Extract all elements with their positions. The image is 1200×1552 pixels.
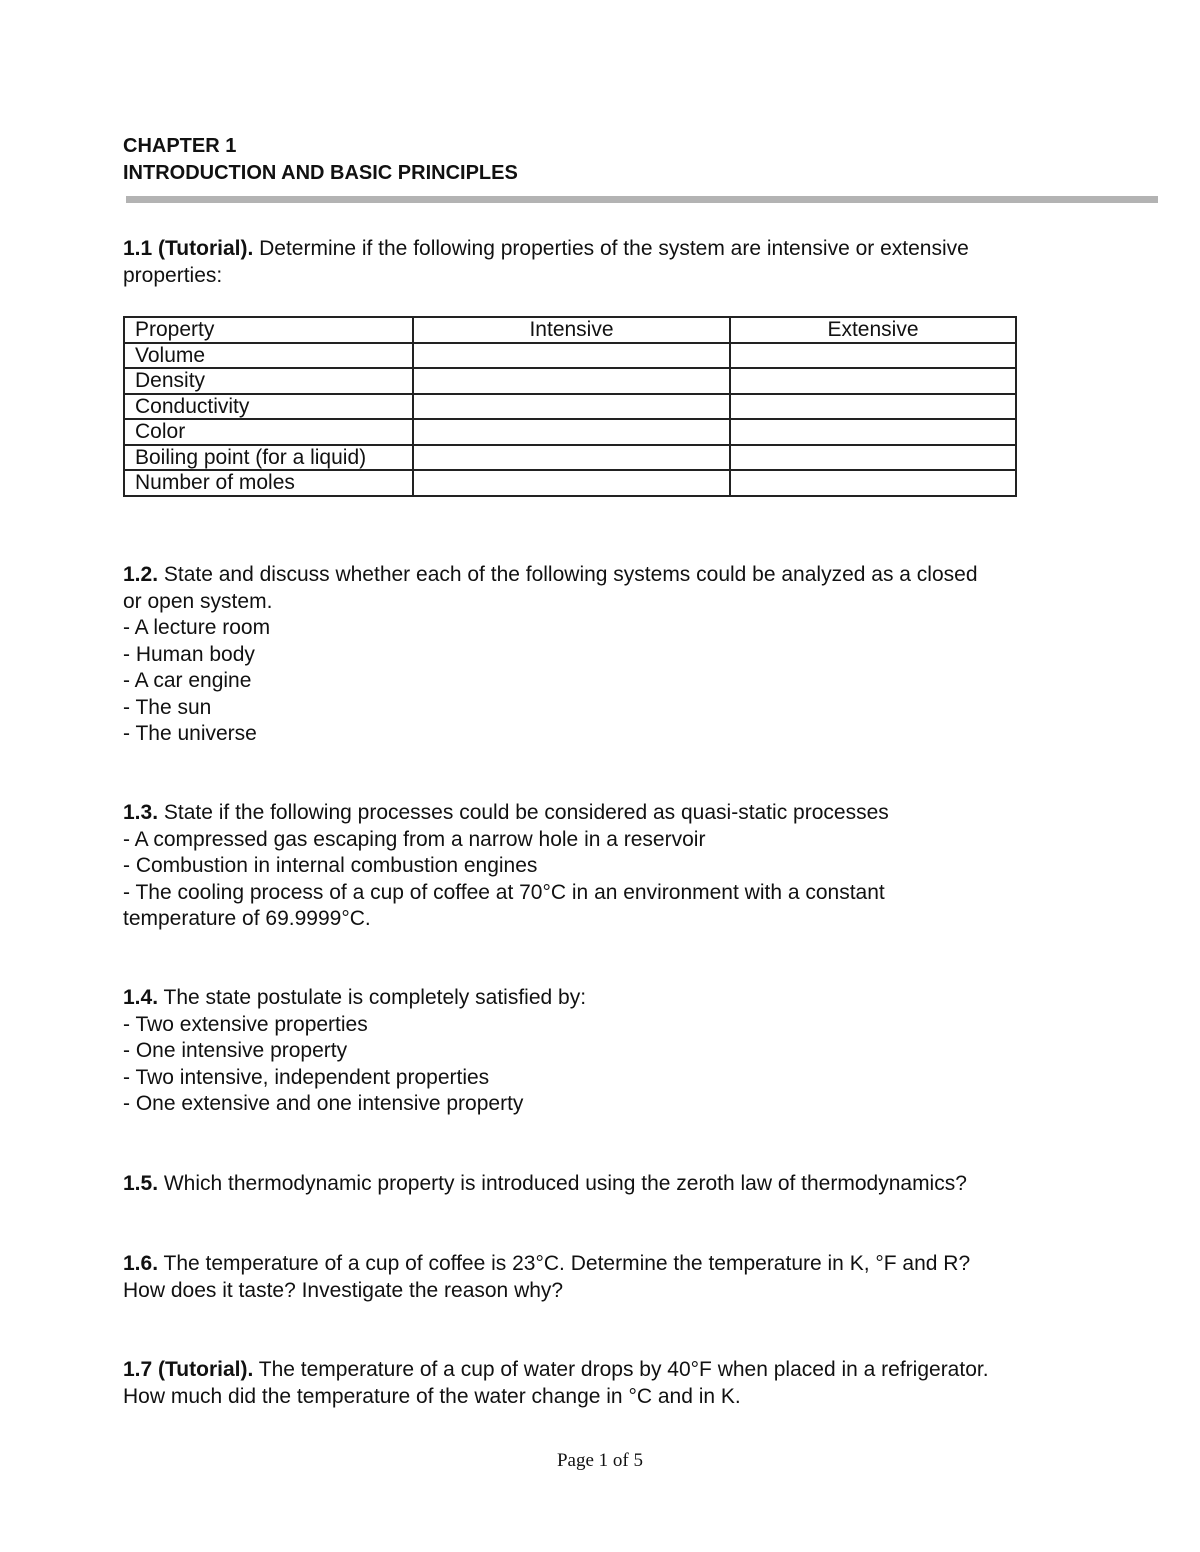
table-row bbox=[124, 419, 1016, 445]
list-item: - Combustion in internal combustion engines bbox=[123, 854, 538, 877]
list-item: - The universe bbox=[123, 722, 257, 745]
extensive-cell bbox=[730, 394, 1016, 420]
list-item: - The sun bbox=[123, 695, 212, 719]
property-cell: Volume bbox=[124, 343, 413, 369]
list-item: - One intensive property bbox=[123, 1039, 348, 1062]
list-item: temperature of 69.9999°C. bbox=[123, 907, 371, 930]
header-intensive: Intensive bbox=[413, 317, 730, 343]
question-1-6 bbox=[123, 1251, 1083, 1304]
table-row bbox=[124, 368, 1016, 394]
question-number: 1.3. bbox=[123, 801, 159, 824]
list-item: - Human body bbox=[123, 642, 255, 666]
heading-divider bbox=[126, 196, 1158, 203]
question-text: State if the following processes could be considered as quasi-static processes bbox=[158, 801, 889, 824]
intensive-cell bbox=[413, 445, 730, 471]
question-text-cont: properties: bbox=[123, 263, 223, 287]
question-text: State and discuss whether each of the following systems could be analyzed as a closed bbox=[158, 563, 978, 586]
question-number: 1.4. bbox=[123, 986, 159, 1009]
question-text-cont: or open system. bbox=[123, 589, 273, 613]
question-text: The temperature of a cup of coffee is 23°C. Determine the temperature in K, °F and R? bbox=[158, 1252, 971, 1275]
table-header-row bbox=[124, 317, 1016, 343]
extensive-cell bbox=[730, 470, 1016, 496]
extensive-cell bbox=[730, 445, 1016, 471]
intensive-cell bbox=[413, 394, 730, 420]
list-item: - The cooling process of a cup of coffee at 70°C in an environment with a constant bbox=[123, 880, 885, 904]
properties-table bbox=[123, 316, 1017, 497]
question-1-2 bbox=[123, 562, 1083, 748]
question-text: The state postulate is completely satisfied by: bbox=[158, 986, 587, 1009]
list-item: - Two extensive properties bbox=[123, 1012, 368, 1036]
table-row bbox=[124, 445, 1016, 471]
intensive-cell bbox=[413, 368, 730, 394]
extensive-cell bbox=[730, 419, 1016, 445]
question-number: 1.6. bbox=[123, 1252, 159, 1275]
question-1-1 bbox=[123, 236, 1083, 289]
question-1-5 bbox=[123, 1171, 1083, 1198]
list-item: - A compressed gas escaping from a narrow hole in a reservoir bbox=[123, 827, 706, 851]
question-number: 1.5. bbox=[123, 1172, 159, 1195]
question-number: 1.2. bbox=[123, 563, 159, 586]
chapter-number: CHAPTER 1 bbox=[123, 135, 237, 157]
table-row bbox=[124, 343, 1016, 369]
question-1-3 bbox=[123, 800, 1083, 933]
table-row bbox=[124, 470, 1016, 496]
extensive-cell bbox=[730, 368, 1016, 394]
list-item: - A lecture room bbox=[123, 616, 271, 639]
question-text: The temperature of a cup of water drops by 40°F when placed in a refrigerator. bbox=[253, 1358, 989, 1381]
header-property: Property bbox=[124, 317, 413, 343]
intensive-cell bbox=[413, 470, 730, 496]
table-row bbox=[124, 394, 1016, 420]
extensive-cell bbox=[730, 343, 1016, 369]
property-cell: Number of moles bbox=[124, 470, 413, 496]
intensive-cell bbox=[413, 343, 730, 369]
question-text: Which thermodynamic property is introduced using the zeroth law of thermodynamics? bbox=[158, 1172, 967, 1195]
list-item: - A car engine bbox=[123, 669, 252, 692]
property-cell: Boiling point (for a liquid) bbox=[124, 445, 413, 471]
header-extensive: Extensive bbox=[730, 317, 1016, 343]
question-1-4 bbox=[123, 985, 1083, 1118]
question-text: Determine if the following properties of the system are intensive or extensive bbox=[253, 237, 969, 260]
property-cell: Conductivity bbox=[124, 394, 413, 420]
question-text-cont: How does it taste? Investigate the reason why? bbox=[123, 1278, 564, 1302]
question-text-cont: How much did the temperature of the water change in °C and in K. bbox=[123, 1384, 741, 1408]
intensive-cell bbox=[413, 419, 730, 445]
list-item: - One extensive and one intensive property bbox=[123, 1092, 524, 1115]
question-number: 1.7 (Tutorial). bbox=[123, 1358, 254, 1381]
page-number: Page 1 of 5 bbox=[556, 1450, 643, 1471]
question-number: 1.1 (Tutorial). bbox=[123, 237, 254, 260]
chapter-heading bbox=[123, 133, 518, 187]
question-1-7 bbox=[123, 1357, 1083, 1410]
property-cell: Density bbox=[124, 368, 413, 394]
property-cell: Color bbox=[124, 419, 413, 445]
list-item: - Two intensive, independent properties bbox=[123, 1065, 490, 1089]
chapter-title: INTRODUCTION AND BASIC PRINCIPLES bbox=[123, 162, 518, 184]
